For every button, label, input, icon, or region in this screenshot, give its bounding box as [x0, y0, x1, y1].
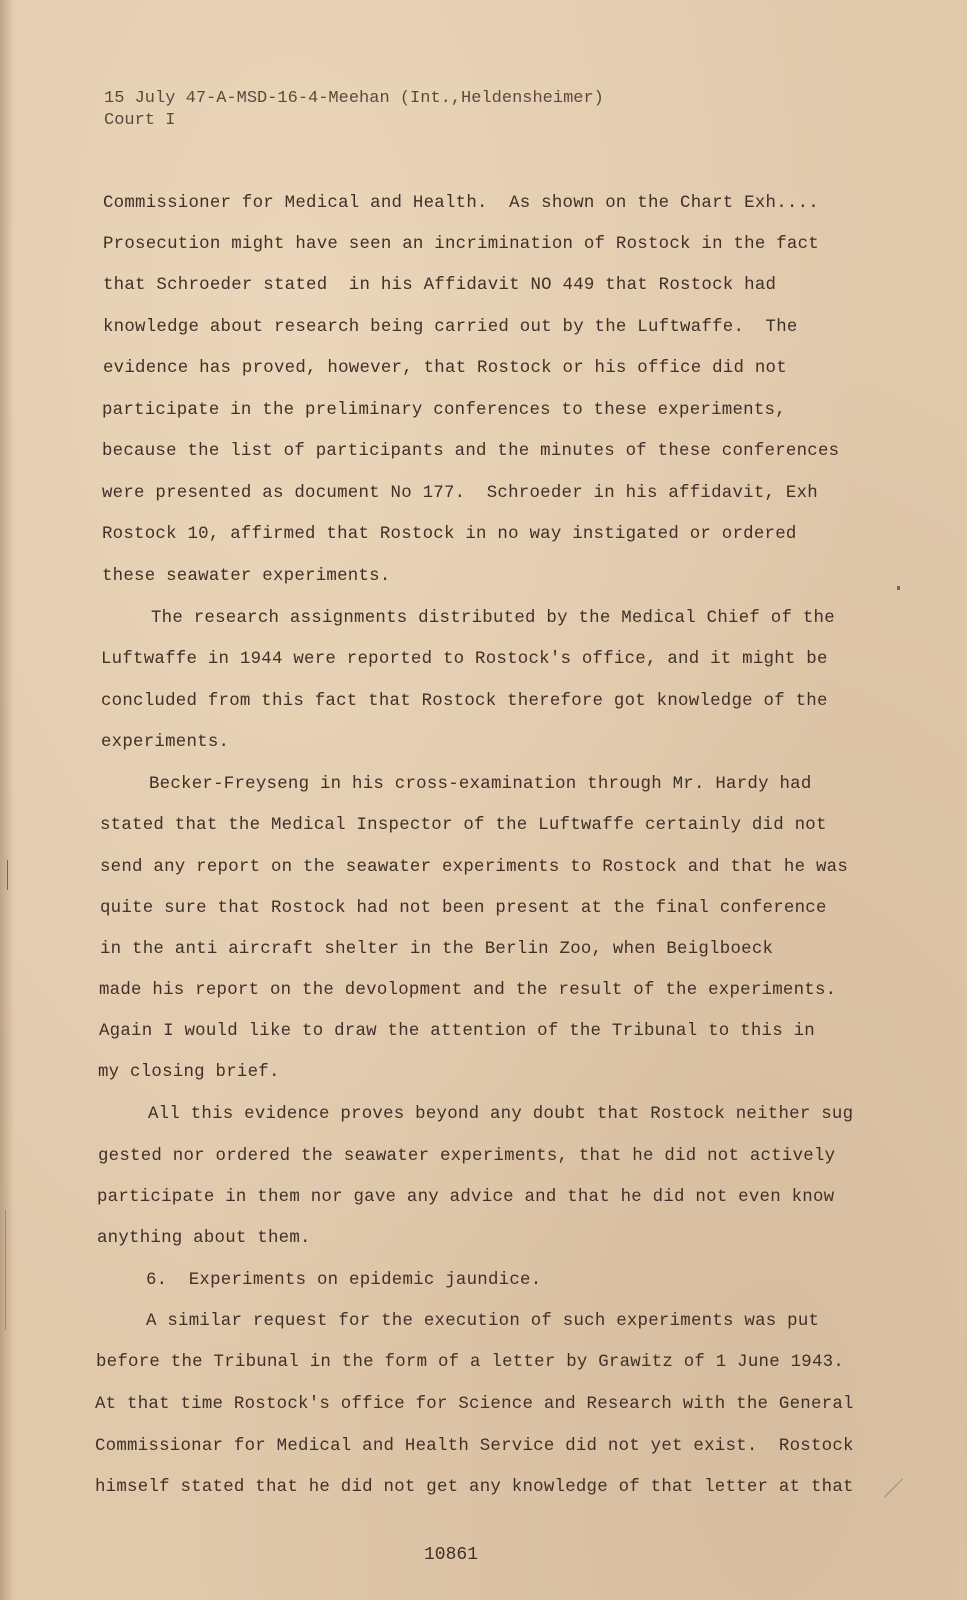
text-line: my closing brief.	[98, 1063, 280, 1082]
text-line: made his report on the devolopment and the result of the experiments.	[99, 981, 837, 1000]
text-line: Again I would like to draw the attention of the Tribunal to this in	[99, 1022, 815, 1041]
text-line: gested nor ordered the seawater experiments, that he did not actively	[98, 1147, 836, 1166]
section-heading: 6. Experiments on epidemic jaundice.	[146, 1271, 542, 1290]
paper-crease	[5, 1210, 6, 1330]
text-line: were presented as document No 177. Schroeder in his affidavit, Exh	[102, 484, 818, 503]
text-line: quite sure that Rostock had not been present at the final conference	[100, 899, 827, 918]
text-line: send any report on the seawater experiments to Rostock and that he was	[100, 858, 849, 877]
text-line: At that time Rostock's office for Science and Research with the General	[95, 1395, 854, 1414]
text-line: Commissioner for Medical and Health. As shown on the Chart Exh....	[103, 194, 819, 213]
text-line: these seawater experiments.	[102, 567, 391, 586]
text-line: because the list of participants and the minutes of these conferences	[102, 442, 840, 461]
text-line: Commissionar for Medical and Health Service did not yet exist. Rostock	[95, 1437, 854, 1456]
text-line: Rostock 10, affirmed that Rostock in no way instigated or ordered	[102, 525, 797, 544]
text-line: anything about them.	[97, 1229, 311, 1248]
text-line: evidence has proved, however, that Rostock or his office did not	[103, 359, 787, 378]
text-line: in the anti aircraft shelter in the Berlin Zoo, when Beiglboeck	[100, 940, 774, 959]
text-line: All this evidence proves beyond any doubt that Rostock neither sug	[148, 1105, 854, 1124]
page-number: 10861	[424, 1545, 479, 1565]
paper-crease	[7, 860, 8, 890]
text-line: experiments.	[101, 733, 230, 752]
text-line: Prosecution might have seen an incrimination of Rostock in the fact	[103, 235, 819, 254]
text-line: that Schroeder stated in his Affidavit NO 449 that Rostock had	[103, 276, 777, 295]
text-line: himself stated that he did not get any knowledge of that letter at that	[95, 1478, 854, 1497]
text-line: concluded from this fact that Rostock therefore got knowledge of the	[101, 692, 828, 711]
text-line: Luftwaffe in 1944 were reported to Rostock's office, and it might be	[101, 650, 828, 669]
text-line: A similar request for the execution of such experiments was put	[146, 1312, 820, 1331]
text-line: Becker-Freyseng in his cross-examination through Mr. Hardy had	[149, 775, 812, 794]
text-line: before the Tribunal in the form of a letter by Grawitz of 1 June 1943.	[96, 1353, 845, 1372]
text-line: knowledge about research being carried out by the Luftwaffe. The	[103, 318, 798, 337]
text-line: stated that the Medical Inspector of the Luftwaffe certainly did not	[100, 816, 827, 835]
text-line: The research assignments distributed by the Medical Chief of the	[151, 609, 835, 628]
text-line: participate in the preliminary conferences to these experiments,	[102, 401, 786, 420]
header-court-line: Court I	[104, 111, 176, 130]
text-line: participate in them nor gave any advice and that he did not even know	[97, 1188, 835, 1207]
header-date-line: 15 July 47-A-MSD-16-4-Meehan (Int.,Heldensheimer)	[104, 89, 604, 108]
paper-speck	[897, 586, 900, 590]
